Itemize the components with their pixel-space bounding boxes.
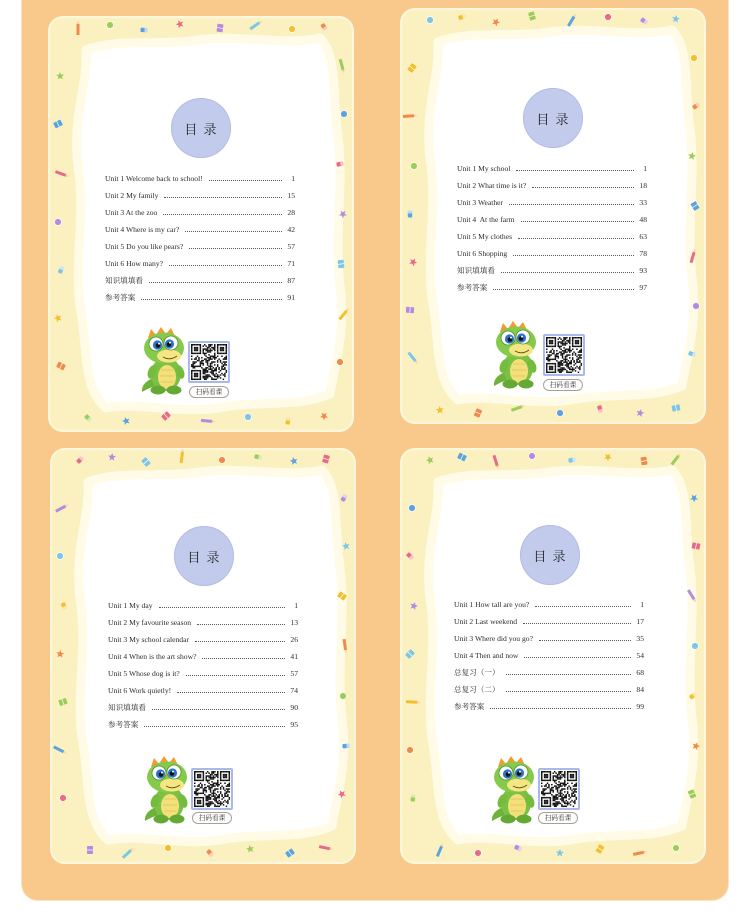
book-icon (216, 24, 223, 33)
dot-leader (141, 299, 282, 300)
toc-entry-page: 57 (290, 668, 298, 678)
toc-entry-page: 1 (294, 600, 298, 610)
ball-icon (408, 504, 415, 511)
dot-leader (164, 197, 282, 198)
dot-leader (490, 708, 631, 709)
toc-list (105, 170, 295, 306)
toc-entry-page: 15 (287, 190, 295, 200)
toc-entry-page: 97 (639, 282, 647, 292)
toc-entry-page: 71 (287, 258, 295, 268)
dot-leader (506, 674, 631, 675)
toc-entry-page: 99 (636, 701, 644, 711)
toc-entry (454, 698, 644, 715)
toc-entry-page: 57 (287, 241, 295, 251)
eraser-icon (140, 28, 147, 33)
toc-entry-page: 78 (639, 248, 647, 258)
book-page-4 (400, 448, 706, 864)
toc-heading-badge (523, 88, 583, 148)
toc-entry (105, 289, 295, 306)
book-page-3 (50, 448, 356, 864)
toc-entry-page: 35 (636, 633, 644, 643)
dot-leader (195, 641, 285, 642)
toc-entry-page: 48 (639, 214, 647, 224)
qr-caption: 扫码看课 (538, 812, 578, 824)
toc-entry-title: 知识填填看 (108, 702, 146, 712)
toc-entry-page: 17 (636, 616, 644, 626)
book-icon (640, 457, 647, 466)
eraser-icon (342, 744, 349, 749)
toc-entry-title: 参考答案 (454, 701, 485, 711)
toc-entry-page: 26 (290, 634, 298, 644)
toc-entry-page: 28 (287, 207, 295, 217)
toc-entry-title: Unit 3 Weather (457, 197, 504, 207)
toc-entry-title: Unit 5 My clothes (457, 231, 513, 241)
toc-entry-title: 参考答案 (457, 282, 488, 292)
book-icon (406, 307, 414, 314)
toc-entry (105, 221, 295, 238)
toc-entry (105, 204, 295, 221)
toc-entry-page: 18 (639, 180, 647, 190)
toc-entry-page: 1 (640, 599, 644, 609)
book-page-2 (400, 8, 706, 424)
toc-entry (105, 170, 295, 187)
toc-entry (454, 647, 644, 664)
toc-entry (454, 596, 644, 613)
toc-entry-page: 54 (636, 650, 644, 660)
toc-entry-title: Unit 1 My day (108, 600, 153, 610)
toc-entry-page: 41 (290, 651, 298, 661)
dot-leader (506, 691, 631, 692)
qr-code-icon (188, 341, 230, 383)
dot-leader (523, 623, 631, 624)
toc-entry-title: Unit 6 Shopping (457, 248, 508, 258)
toc-entry-title: Unit 1 My school (457, 163, 511, 173)
book-page-1 (48, 16, 354, 432)
dot-leader (185, 231, 282, 232)
dot-leader (513, 255, 634, 256)
toc-entry-page: 42 (287, 224, 295, 234)
toc-entry-title: Unit 3 At the zoo (105, 207, 158, 217)
qr-code-icon (543, 334, 585, 376)
toc-entry-page: 87 (287, 275, 295, 285)
toc-entry-title: 参考答案 (108, 719, 139, 729)
dot-leader (186, 675, 285, 676)
toc-entry-title: 总复习（二） (454, 684, 500, 694)
toc-entry (108, 665, 298, 682)
toc-list (454, 596, 644, 715)
toc-entry (454, 613, 644, 630)
eraser-icon (410, 794, 415, 801)
toc-heading-badge (174, 526, 234, 586)
book-icon (338, 260, 345, 269)
toc-entry (457, 279, 647, 296)
toc-entry-page: 68 (636, 667, 644, 677)
dot-leader (521, 221, 634, 222)
dot-leader (152, 709, 285, 710)
toc-entry-title: Unit 2 Last weekend (454, 616, 518, 626)
toc-entry (457, 177, 647, 194)
toc-entry-title: Unit 1 How tall are you? (454, 599, 530, 609)
toc-entry-page: 95 (290, 719, 298, 729)
toc-entry-title: Unit 3 Where did you go? (454, 633, 533, 643)
toc-heading: 目 录 (536, 112, 570, 128)
toc-heading: 目 录 (533, 549, 567, 565)
toc-entry (454, 681, 644, 698)
toc-entry-title: Unit 4 At the farm (457, 214, 515, 224)
toc-entry (108, 682, 298, 699)
ball-icon (336, 358, 343, 365)
dot-leader (516, 170, 634, 171)
toc-entry-page: 1 (291, 173, 295, 183)
toc-entry-title: Unit 2 My family (105, 190, 159, 200)
toc-entry (454, 630, 644, 647)
qr-caption: 扫码看课 (192, 812, 232, 824)
toc-entry (108, 648, 298, 665)
toc-entry (457, 211, 647, 228)
eraser-icon (408, 211, 412, 218)
toc-entry-page: 33 (639, 197, 647, 207)
toc-entry-title: Unit 2 What time is it? (457, 180, 527, 190)
toc-entry (105, 255, 295, 272)
dot-leader (202, 658, 285, 659)
dot-leader (169, 265, 282, 266)
ball-icon (164, 844, 171, 851)
toc-entry (454, 664, 644, 681)
toc-entry-title: Unit 5 Do you like pears? (105, 241, 184, 251)
toc-entry-title: Unit 3 My school calendar (108, 634, 189, 644)
toc-entry-title: 总复习（一） (454, 667, 500, 677)
toc-entry-title: Unit 4 Then and now (454, 650, 519, 660)
dot-leader (532, 187, 634, 188)
qr-code-icon (191, 768, 233, 810)
dot-leader (524, 657, 631, 658)
dinosaur-mascot-icon (491, 320, 541, 390)
toc-heading-badge (520, 525, 580, 585)
dot-leader (159, 607, 285, 608)
toc-list (457, 160, 647, 296)
dot-leader (209, 180, 282, 181)
toc-entry-page: 90 (290, 702, 298, 712)
toc-entry (105, 238, 295, 255)
toc-entry-page: 93 (639, 265, 647, 275)
dot-leader (144, 726, 285, 727)
toc-entry-title: 知识填填看 (105, 275, 143, 285)
toc-entry (457, 262, 647, 279)
dot-leader (518, 238, 634, 239)
dot-leader (493, 289, 634, 290)
toc-entry-title: Unit 6 Work quietly! (108, 685, 172, 695)
toc-entry-title: Unit 4 Where is my car? (105, 224, 180, 234)
toc-entry-title: Unit 1 Welcome back to school! (105, 173, 203, 183)
toc-entry-page: 63 (639, 231, 647, 241)
toc-entry-page: 84 (636, 684, 644, 694)
dinosaur-mascot-icon (139, 326, 189, 396)
toc-heading: 目 录 (187, 550, 221, 566)
toc-entry-title: Unit 6 How many? (105, 258, 163, 268)
toc-entry-title: 参考答案 (105, 292, 136, 302)
toc-entry (457, 245, 647, 262)
dot-leader (177, 692, 285, 693)
toc-entry (108, 614, 298, 631)
toc-entry-title: Unit 4 When is the art show? (108, 651, 197, 661)
toc-entry-title: Unit 5 Whose dog is it? (108, 668, 180, 678)
toc-list (108, 597, 298, 733)
dot-leader (189, 248, 282, 249)
dot-leader (535, 606, 631, 607)
dot-leader (163, 214, 282, 215)
dot-leader (197, 624, 285, 625)
dot-leader (539, 640, 631, 641)
dinosaur-mascot-icon (489, 755, 539, 825)
toc-entry (105, 187, 295, 204)
toc-entry-title: Unit 2 My favourite season (108, 617, 192, 627)
dot-leader (501, 272, 634, 273)
toc-entry (108, 699, 298, 716)
toc-entry (457, 194, 647, 211)
qr-caption: 扫码看课 (189, 386, 229, 398)
book-icon (87, 846, 93, 854)
toc-entry-page: 91 (287, 292, 295, 302)
qr-caption: 扫码看课 (543, 379, 583, 391)
dinosaur-mascot-icon (142, 755, 192, 825)
toc-entry-title: 知识填填看 (457, 265, 495, 275)
toc-entry (108, 597, 298, 614)
toc-entry-page: 1 (643, 163, 647, 173)
toc-entry (105, 272, 295, 289)
toc-entry (108, 716, 298, 733)
toc-entry (457, 160, 647, 177)
toc-entry-page: 74 (290, 685, 298, 695)
toc-entry (108, 631, 298, 648)
toc-entry (457, 228, 647, 245)
dot-leader (149, 282, 282, 283)
toc-entry-page: 13 (290, 617, 298, 627)
qr-code-icon (538, 768, 580, 810)
toc-heading: 目 录 (184, 122, 218, 138)
toc-heading-badge (171, 98, 231, 158)
dot-leader (509, 204, 634, 205)
